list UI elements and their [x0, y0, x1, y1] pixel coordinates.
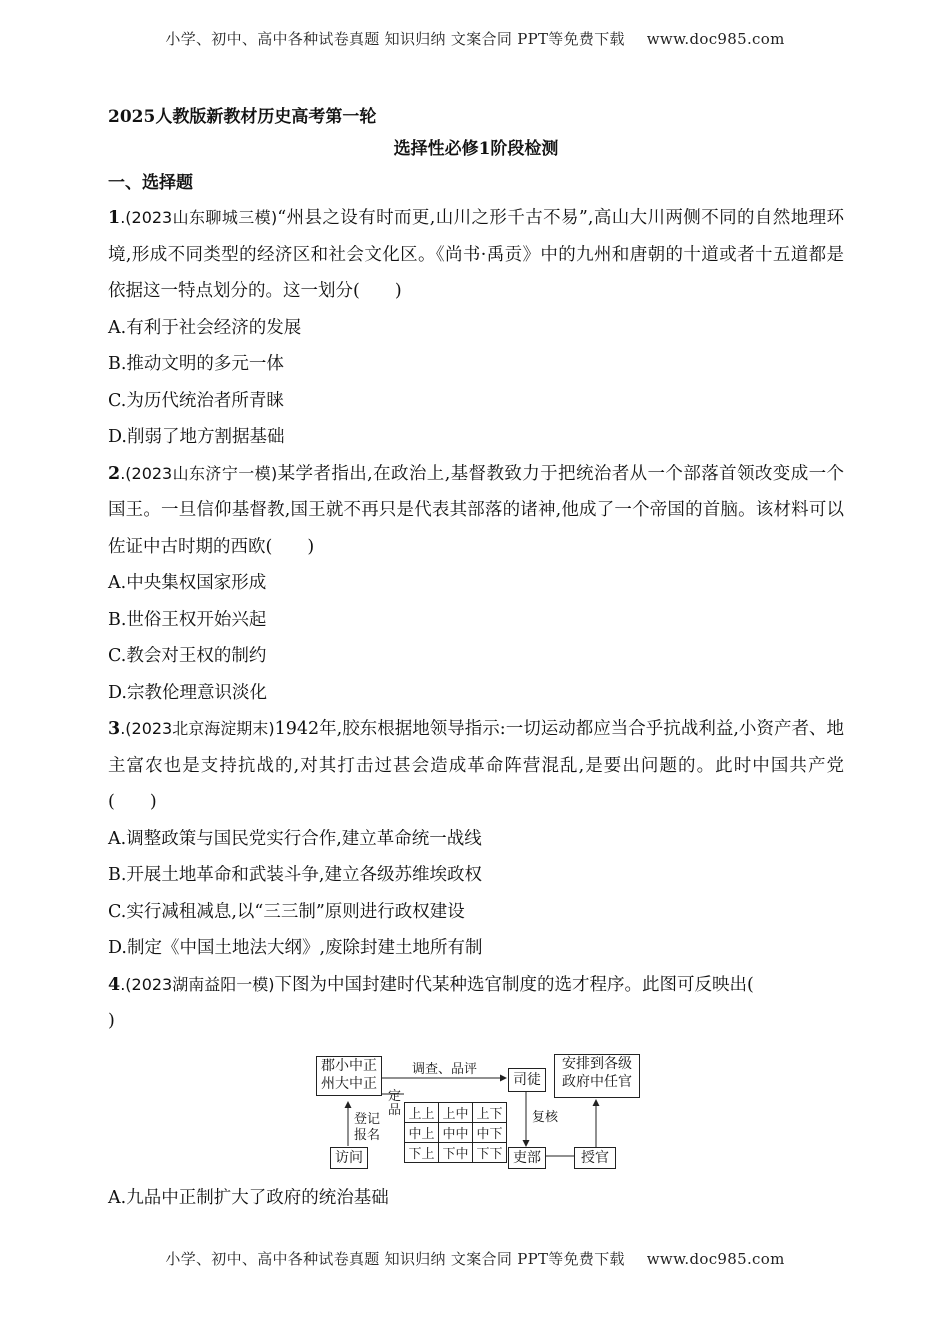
- box-assign-office: [554, 1054, 640, 1098]
- question-text-end: ): [108, 1011, 115, 1031]
- selection-process-diagram: [308, 1044, 668, 1174]
- option-a: A.调整政策与国民党实行合作,建立革命统一战线: [108, 828, 482, 849]
- question-number: 4: [108, 974, 121, 995]
- grid-cell: 上中: [439, 1102, 473, 1122]
- option-b: B.推动文明的多元一体: [108, 354, 284, 374]
- section-heading: 一、选择题: [108, 173, 193, 193]
- question-4: [108, 967, 844, 1040]
- box-libu: 吏部: [508, 1147, 546, 1169]
- label-review: 复核: [532, 1109, 559, 1125]
- label-register: [354, 1112, 380, 1144]
- label-pin: 品: [388, 1102, 402, 1118]
- option-d: D.削弱了地方割据基础: [108, 427, 285, 447]
- option-b: B.开展土地革命和武装斗争,建立各级苏维埃政权: [108, 865, 482, 885]
- option-c: C.教会对王权的制约: [108, 646, 267, 666]
- question-number: 2: [108, 463, 121, 484]
- document-subtitle: 选择性必修1阶段检测: [393, 139, 559, 159]
- box-visit: 访问: [330, 1147, 368, 1169]
- grid-cell: 下下: [473, 1142, 507, 1162]
- question-number: 3: [108, 719, 121, 739]
- grid-cell: 上上: [405, 1102, 439, 1122]
- page-header: [0, 28, 950, 49]
- question-source: .(2023山东济宁一模): [120, 463, 278, 483]
- option-d: D.制定《中国土地法大纲》,废除封建土地所有制: [108, 938, 483, 958]
- label-ding: 定: [388, 1088, 402, 1104]
- grid-cell: 中中: [439, 1122, 473, 1142]
- box-assign-line2: 政府中任官: [562, 1073, 632, 1090]
- box-zhongzheng-line2: 州大中正: [321, 1075, 377, 1092]
- box-zhongzheng: [316, 1056, 382, 1096]
- page-footer: [0, 1248, 950, 1269]
- label-register-line2: 报名: [354, 1127, 381, 1143]
- grid-cell: 中上: [405, 1122, 439, 1142]
- option-b: B.世俗王权开始兴起: [108, 609, 267, 630]
- nine-grade-grid: [404, 1102, 507, 1163]
- header-text: 小学、初中、高中各种试卷真题 知识归纳 文案合同 PPT等免费下载: [165, 30, 625, 48]
- option-d: D.宗教伦理意识淡化: [108, 682, 267, 703]
- question-3: [108, 711, 844, 821]
- footer-text: 小学、初中、高中各种试卷真题 知识归纳 文案合同 PPT等免费下载: [165, 1250, 625, 1268]
- question-text: 某学者指出,在政治上,基督教致力于把统治者从一个部落首领改变成一个国王。一旦信仰基督教,国王就不再只是代表其部落的诸神,他成了一个帝国的首脑。该材料可以佐证中古时期的西欧( ): [108, 463, 844, 557]
- question-source: .(2023北京海淀期末): [120, 719, 275, 738]
- box-zhongzheng-line1: 郡小中正: [321, 1057, 377, 1074]
- option-c: C.为历代统治者所青睐: [108, 390, 284, 411]
- question-2: [108, 456, 844, 566]
- question-text: 下图为中国封建时代某种选官制度的选才程序。此图可反映出(: [274, 974, 754, 995]
- option-a: A.中央集权国家形成: [108, 573, 267, 593]
- question-source: .(2023湖南益阳一模): [120, 974, 275, 994]
- grid-cell: 上下: [473, 1102, 507, 1122]
- label-survey: 调查、品评: [412, 1061, 478, 1077]
- footer-site[interactable]: www.doc985.com: [646, 1250, 785, 1268]
- question-1: [108, 200, 844, 310]
- question-number: 1: [108, 208, 121, 228]
- label-register-line1: 登记: [354, 1111, 381, 1127]
- question-text: 1942年,胶东根据地领导指示:一切运动都应当合乎抗战利益,小资产者、地主富农也是支持抗战的,对其打击过甚会造成革命阵营混乱,是要出问题的。此时中国共产党( ): [108, 719, 844, 812]
- grid-cell: 中下: [473, 1122, 507, 1142]
- question-text: “州县之设有时而更,山川之形千古不易”,高山大川两侧不同的自然地理环境,形成不同类型的经济区和社会文化区。《尚书·禹贡》中的九州和唐朝的十道或者十五道都是依据这一特点划分的。这一划分( ): [108, 208, 844, 301]
- option-a: A.有利于社会经济的发展: [108, 317, 302, 338]
- box-situ: 司徒: [508, 1068, 546, 1092]
- question-source: .(2023山东聊城三模): [120, 208, 278, 227]
- grid-cell: 下上: [405, 1142, 439, 1162]
- box-shouguan: 授官: [574, 1147, 616, 1169]
- document-title: 2025人教版新教材历史高考第一轮: [108, 107, 377, 127]
- grid-cell: 下中: [439, 1142, 473, 1162]
- header-site[interactable]: www.doc985.com: [646, 30, 785, 48]
- box-assign-line1: 安排到各级: [562, 1055, 632, 1072]
- document-body: [108, 100, 844, 1216]
- option-c: C.实行减租减息,以“三三制”原则进行政权建设: [108, 901, 465, 922]
- option-a: A.九品中正制扩大了政府的统治基础: [108, 1187, 389, 1208]
- label-ding-pin: [388, 1090, 401, 1118]
